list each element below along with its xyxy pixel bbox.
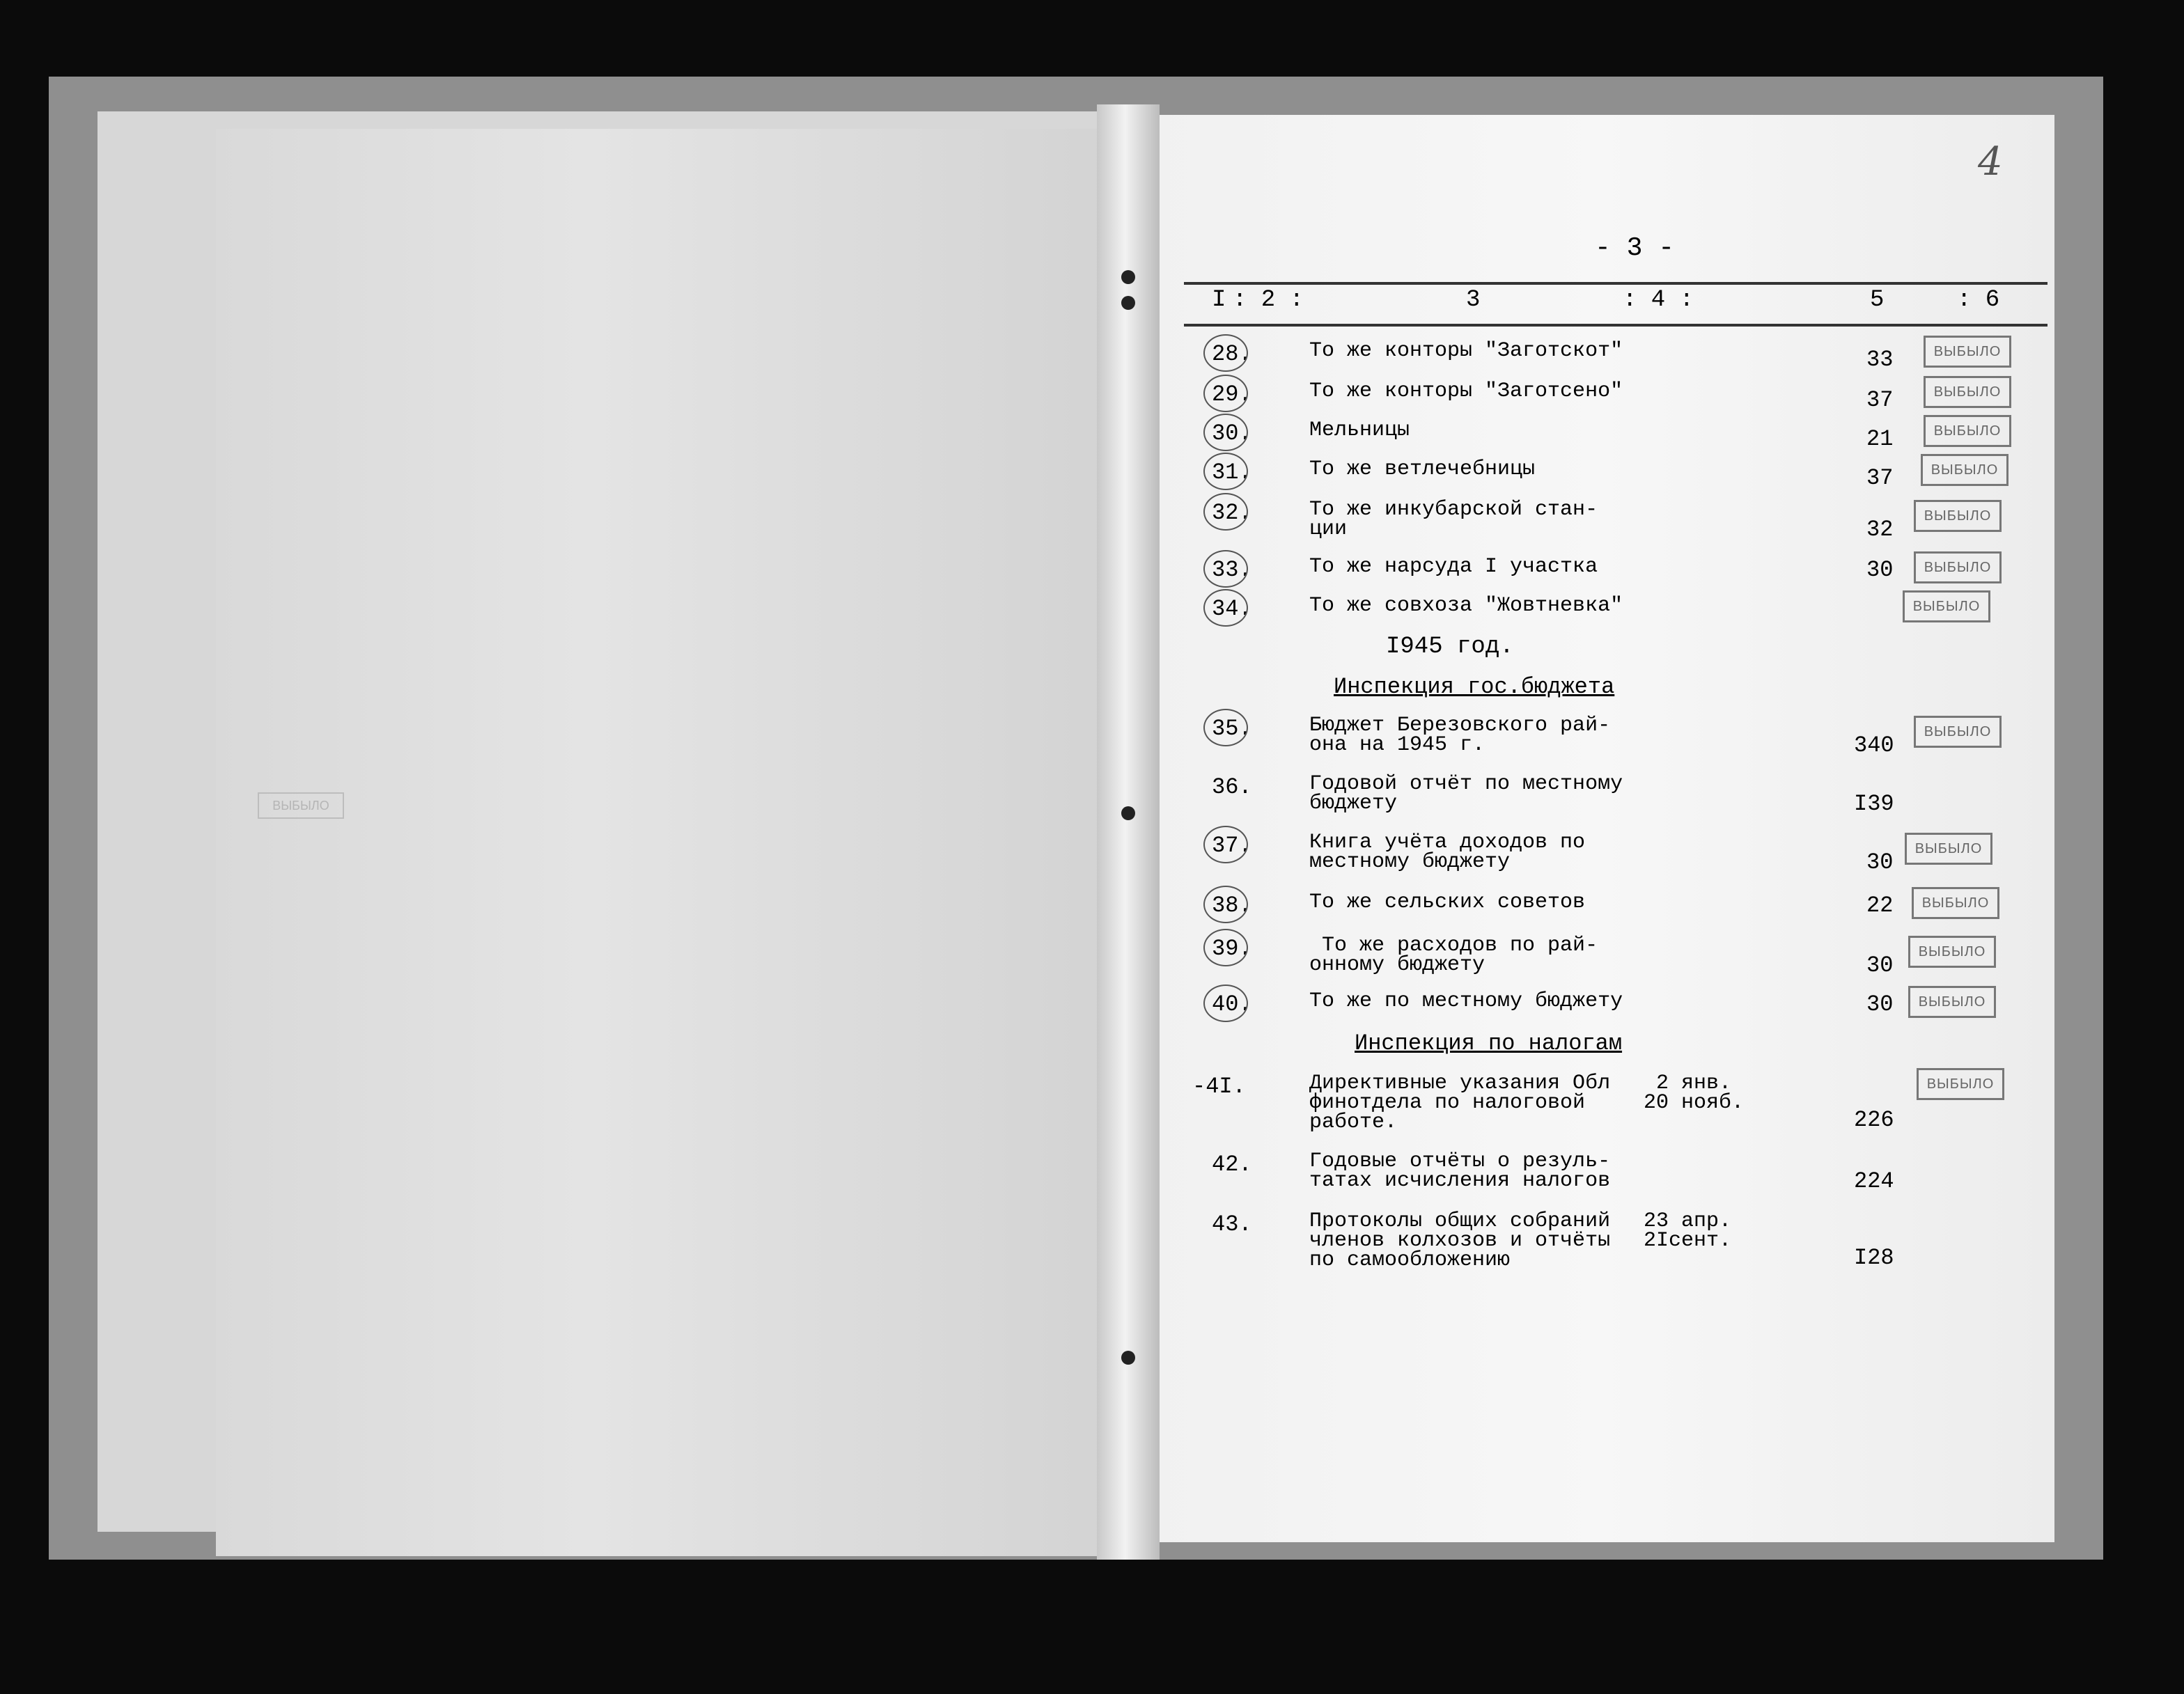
table-header-rule <box>1184 324 2048 327</box>
withdrawn-stamp: ВЫБЫЛО <box>1924 376 2011 408</box>
section-heading: Инспекция гос.бюджета <box>1334 674 1615 700</box>
row-number-circle <box>1203 493 1248 531</box>
left-page <box>216 129 1149 1556</box>
row-dates: 23 апр. 2Iсент. <box>1644 1209 1732 1253</box>
row-sheet-count: 340 <box>1854 732 1894 758</box>
section-heading: Инспекция по налогам <box>1355 1030 1623 1056</box>
header-col-1: I <box>1212 287 1226 313</box>
row-sheet-count: 30 <box>1866 991 1894 1017</box>
row-sheet-count: 30 <box>1866 557 1894 583</box>
withdrawn-stamp: ВЫБЫЛО <box>1908 936 1996 968</box>
row-title: То же конторы "Заготскот" <box>1309 339 1623 363</box>
row-title: Протоколы общих собраний членов колхозов и отчёты по самообложению <box>1309 1209 1611 1272</box>
left-page-stamp: ВЫБЫЛО <box>258 792 344 819</box>
withdrawn-stamp: ВЫБЫЛО <box>1921 454 2008 486</box>
row-sheet-count: 33 <box>1866 347 1894 372</box>
row-number-circle <box>1203 453 1248 490</box>
row-number: 28. <box>1212 341 1252 367</box>
row-title: То же сельских советов <box>1309 891 1586 914</box>
row-title: То же совхоза "Жовтневка" <box>1309 594 1623 618</box>
row-number-circle <box>1203 550 1248 588</box>
withdrawn-stamp: ВЫБЫЛО <box>1924 336 2011 368</box>
row-number: 43. <box>1212 1211 1252 1237</box>
row-number-circle <box>1203 709 1248 746</box>
withdrawn-stamp: ВЫБЫЛО <box>1912 887 1999 919</box>
row-title: Годовые отчёты о резуль- татах исчисления налогов <box>1309 1150 1611 1193</box>
withdrawn-stamp: ВЫБЫЛО <box>1917 1068 2004 1100</box>
row-sheet-count: 37 <box>1866 465 1894 491</box>
row-number-circle <box>1203 929 1248 966</box>
row-sheet-count: 224 <box>1854 1168 1894 1194</box>
row-title: Книга учёта доходов по местному бюджету <box>1309 831 1586 874</box>
header-col-6: : 6 <box>1957 287 2000 313</box>
row-title: То же ветлечебницы <box>1309 457 1536 481</box>
book-spine <box>1097 104 1160 1560</box>
header-col-4: : 4 : <box>1623 287 1694 313</box>
binding-stitch <box>1121 806 1135 820</box>
row-number-circle <box>1203 334 1248 372</box>
withdrawn-stamp: ВЫБЫЛО <box>1914 716 2002 748</box>
row-number-circle <box>1203 375 1248 412</box>
row-title: То же конторы "Заготсено" <box>1309 379 1623 403</box>
year-heading: I945 год. <box>1386 634 1514 660</box>
row-sheet-count: 30 <box>1866 952 1894 978</box>
row-number: -4I. <box>1192 1074 1246 1099</box>
row-title: Бюджет Березовского рай- она на 1945 г. <box>1309 714 1611 757</box>
header-col-3: 3 <box>1466 287 1481 313</box>
withdrawn-stamp: ВЫБЫЛО <box>1914 551 2002 583</box>
handwritten-page-mark: 4 <box>1978 139 2003 185</box>
row-sheet-count: I39 <box>1854 791 1894 817</box>
row-title: Годовой отчёт по местному бюджету <box>1309 772 1623 815</box>
row-number-circle <box>1203 589 1248 627</box>
row-number: 36. <box>1212 774 1252 800</box>
header-col-5: 5 <box>1870 287 1885 313</box>
withdrawn-stamp: ВЫБЫЛО <box>1914 500 2002 532</box>
row-number-circle <box>1203 886 1248 923</box>
withdrawn-stamp: ВЫБЫЛО <box>1908 986 1996 1018</box>
row-number: 35. <box>1212 716 1252 742</box>
table-header-rule <box>1184 282 2048 285</box>
page-number: - 3 - <box>1595 233 1675 263</box>
row-sheet-count: I28 <box>1854 1245 1894 1271</box>
row-number: 29. <box>1212 382 1252 407</box>
row-number: 39. <box>1212 936 1252 962</box>
row-sheet-count: 32 <box>1866 517 1894 542</box>
binding-stitch <box>1121 1351 1135 1365</box>
row-number: 31. <box>1212 460 1252 485</box>
right-page <box>1149 115 2054 1542</box>
withdrawn-stamp: ВЫБЫЛО <box>1905 833 1992 865</box>
row-number: 38. <box>1212 893 1252 918</box>
row-title: То же расходов по рай- онному бюджету <box>1309 934 1598 977</box>
row-number: 33. <box>1212 557 1252 583</box>
withdrawn-stamp: ВЫБЫЛО <box>1903 590 1990 622</box>
row-sheet-count: 30 <box>1866 849 1894 875</box>
binding-stitch <box>1121 296 1135 310</box>
withdrawn-stamp: ВЫБЫЛО <box>1924 415 2011 447</box>
row-number: 40. <box>1212 991 1252 1017</box>
row-title: То же нарсуда I участка <box>1309 555 1598 579</box>
row-sheet-count: 22 <box>1866 893 1894 918</box>
row-title: Директивные указания Обл финотдела по налоговой работе. <box>1309 1072 1611 1134</box>
row-title: Мельницы <box>1309 418 1410 442</box>
row-title: То же инкубарской стан- ции <box>1309 498 1598 541</box>
row-number: 37. <box>1212 833 1252 858</box>
row-number-circle <box>1203 826 1248 863</box>
row-number: 30. <box>1212 421 1252 446</box>
row-title: То же по местному бюджету <box>1309 989 1623 1013</box>
row-number-circle <box>1203 985 1248 1022</box>
row-number: 32. <box>1212 500 1252 526</box>
row-sheet-count: 37 <box>1866 387 1894 413</box>
row-sheet-count: 226 <box>1854 1107 1894 1133</box>
row-number: 42. <box>1212 1152 1252 1177</box>
row-sheet-count: 21 <box>1866 426 1894 452</box>
binding-stitch <box>1121 270 1135 284</box>
row-number-circle <box>1203 414 1248 451</box>
header-col-2: : 2 : <box>1233 287 1304 313</box>
row-number: 34. <box>1212 596 1252 622</box>
row-dates: 2 янв. 20 нояб. <box>1644 1072 1745 1115</box>
